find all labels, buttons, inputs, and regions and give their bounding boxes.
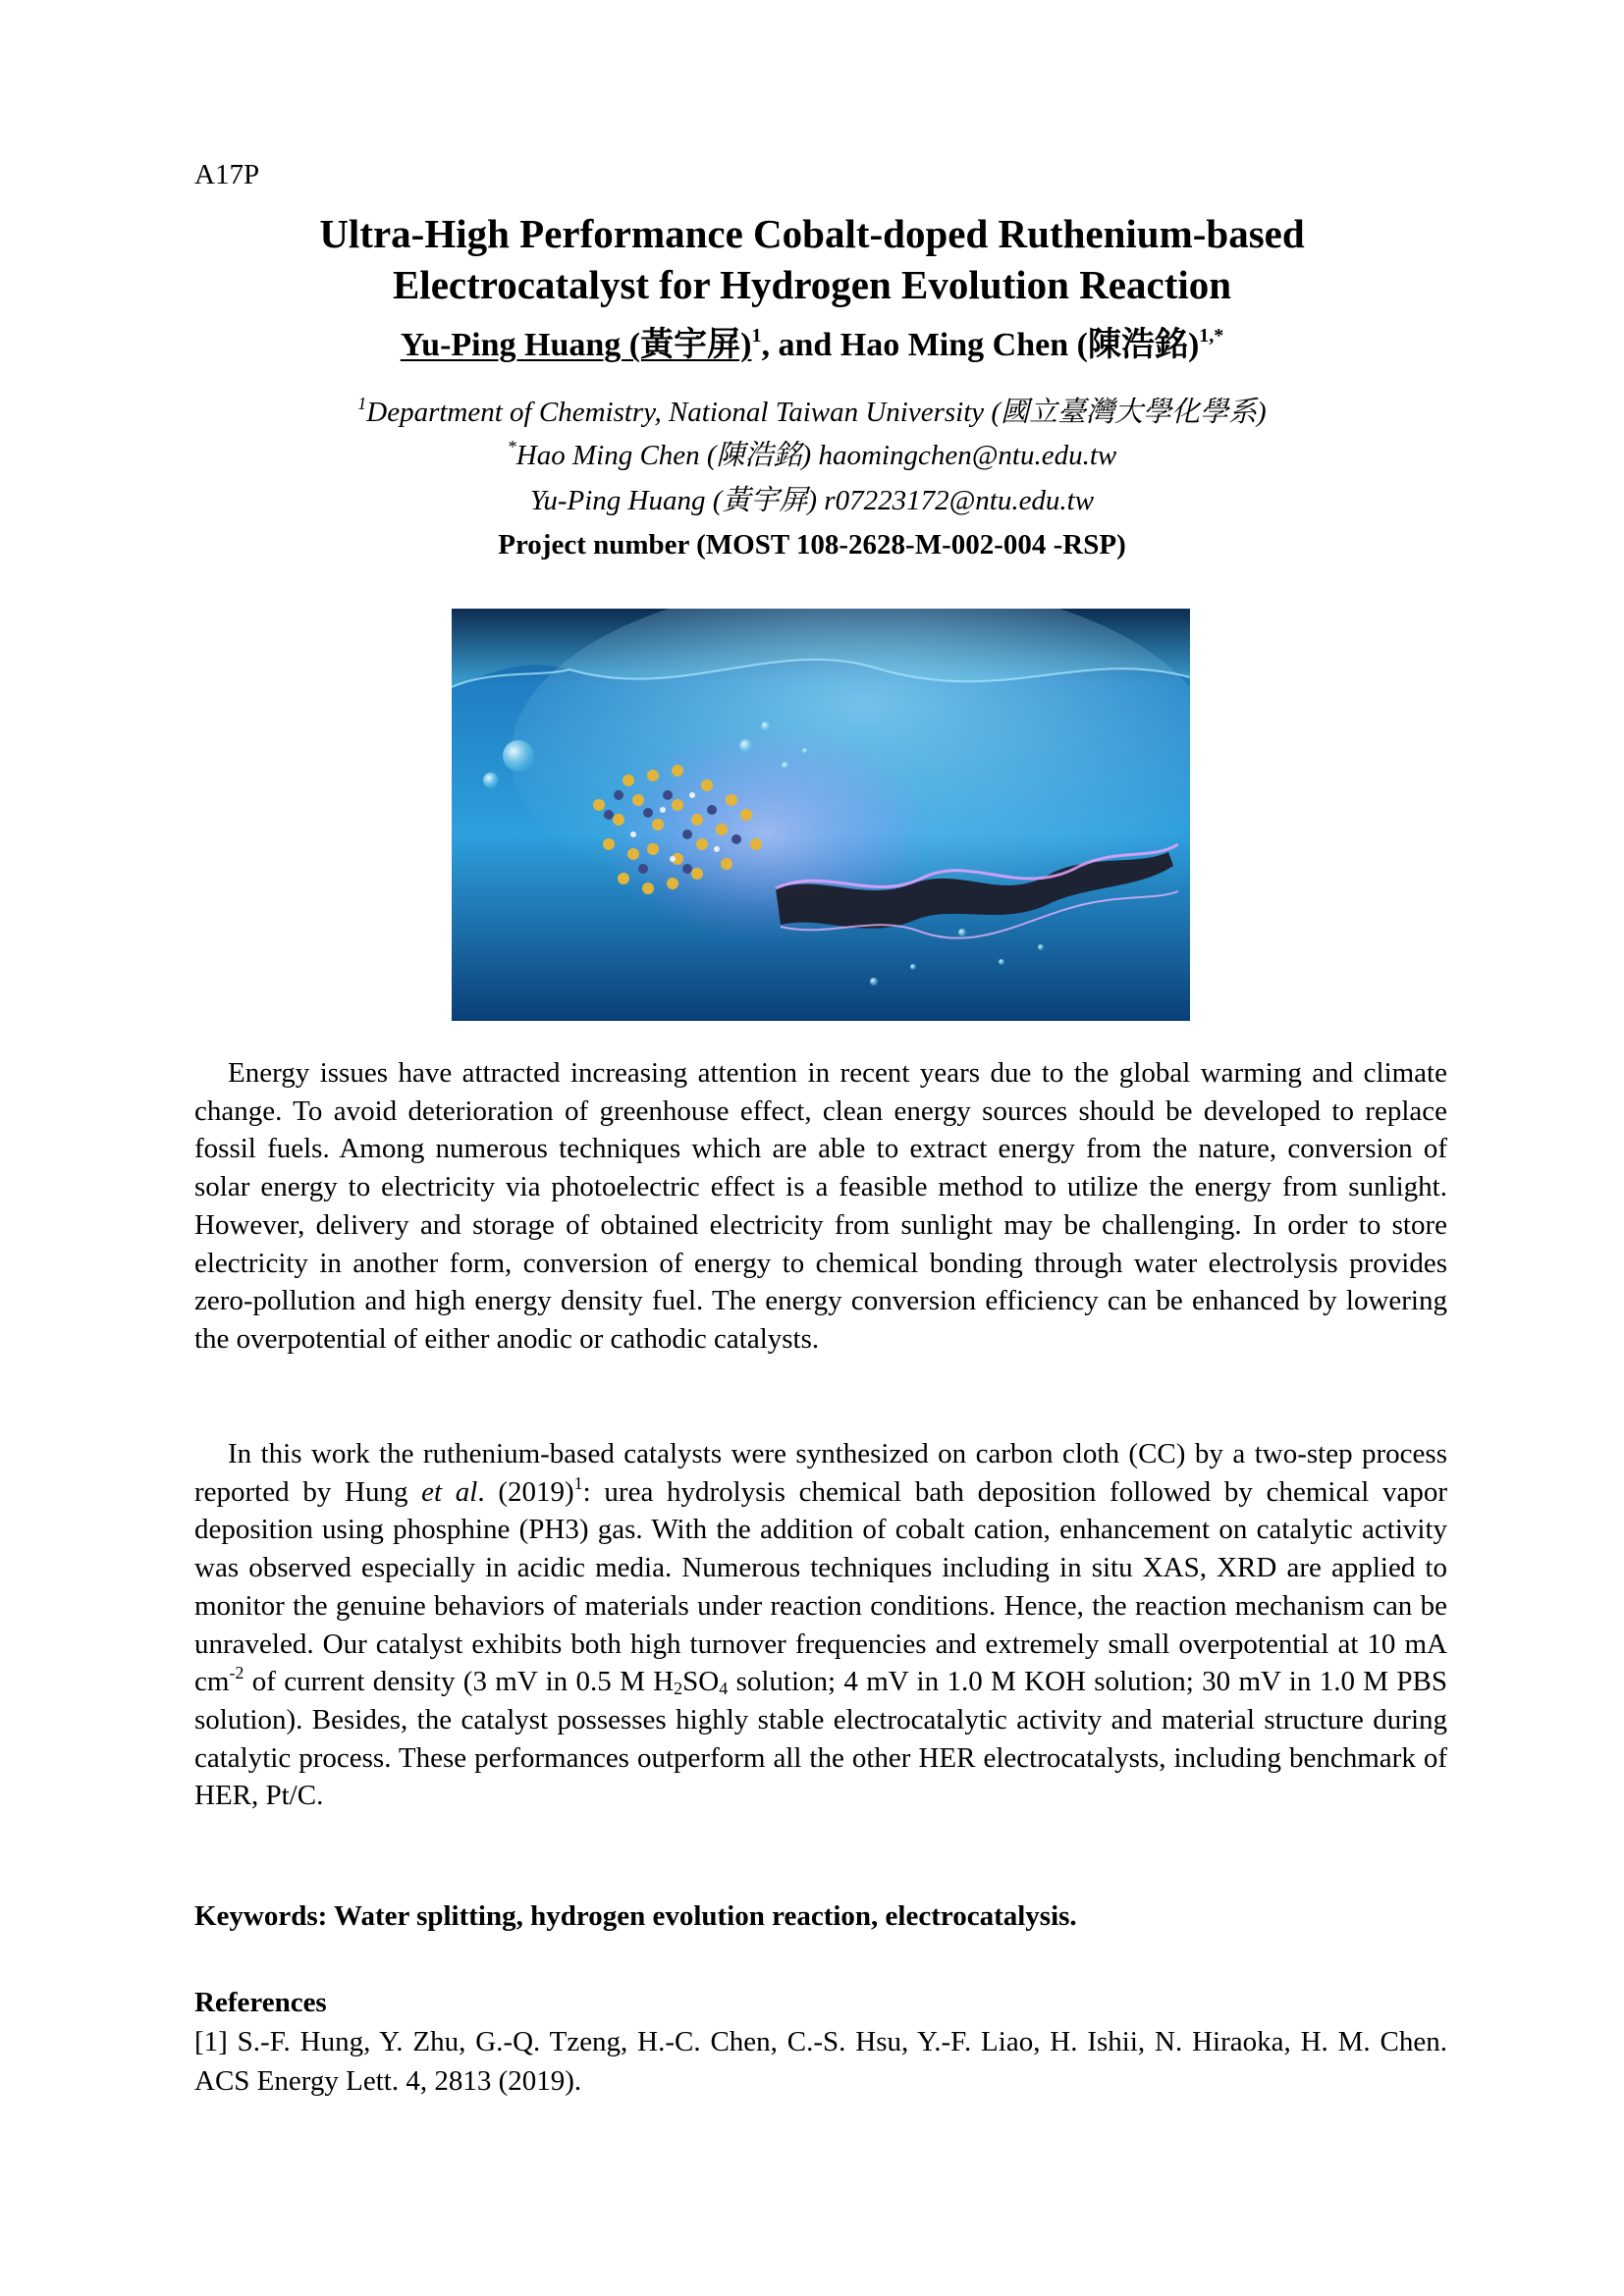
page-code: A17P xyxy=(194,159,260,190)
author-2-affiliation-mark: 1,* xyxy=(1199,325,1224,347)
p2-text-2: . (2019) xyxy=(477,1475,574,1508)
author-list xyxy=(147,324,1477,367)
unit-exponent: -2 xyxy=(229,1663,244,1683)
keywords: Keywords: Water splitting, hydrogen evolution reaction, electrocatalysis. xyxy=(194,1900,1077,1932)
p2-italic: et al xyxy=(421,1475,478,1508)
author-joiner: , and xyxy=(761,327,840,363)
author-1: Yu-Ping Huang (黃宇屏) xyxy=(400,327,752,363)
citation-mark: 1 xyxy=(573,1472,583,1493)
abstract-paragraph-1-text: Energy issues have attracted increasing attention in recent years due to the global warming and climate change. To avoid deterioration of greenhouse effect, clean energy sources should be developed to replace fossil fuels. Among numerous techniques which are able to extract energy from the nature, conversion of solar energy to electricity via photoelectric effect is a feasible method to utilize the energy from sunlight. However, delivery and storage of obtained electricity from sunlight may be challenging. In order to store electricity in another form, conversion of energy to chemical bonding through water electrolysis provides zero-pollution and high energy density fuel. The energy conversion efficiency can be enhanced by lowering the overpotential of either anodic or cathodic catalysts. xyxy=(194,1057,1447,1355)
abstract-paragraph-2 xyxy=(194,1435,1447,1815)
title-line-1: Ultra-High Performance Cobalt-doped Ruthenium-based xyxy=(319,211,1305,256)
author-2: Hao Ming Chen (陳浩銘) xyxy=(839,327,1200,363)
formula-subscript-2: 4 xyxy=(719,1679,729,1699)
abstract-paragraph-2-text xyxy=(194,1435,1447,1815)
toc-graphic-underwater-catalyst xyxy=(452,609,1190,1021)
title-line-2: Electrocatalyst for Hydrogen Evolution Reaction xyxy=(392,262,1232,307)
p2-text-4: of current density (3 mV in 0.5 M H xyxy=(244,1666,675,1698)
p2-text-5: SO xyxy=(682,1666,720,1698)
corresponding-author-contact xyxy=(147,436,1477,475)
corresponding-mark: * xyxy=(507,437,516,456)
p2-text-6: solution; 4 mV in 1.0 M KOH solution; 30 mV in 1.0 M PBS solution). Besides, the catalyst possesses highly stable electrocatalytic activity and material structure during catalytic process. These performances outperform all the other HER electrocatalysts, including benchmark of HER, Pt/C. xyxy=(194,1666,1447,1812)
p2-text-3: : urea hydrolysis chemical bath deposition followed by chemical vapor deposition using phosphine (PH3) gas. With the addition of cobalt cation, enhancement on catalytic activity was observed especially in acidic media. Numerous techniques including in situ XAS, XRD are applied to monitor the genuine behaviors of materials under reaction conditions. Hence, the reaction mechanism can be unraveled. Our catalyst exhibits both high turnover frequencies and extremely small overpotential at 10 mA cm xyxy=(194,1475,1447,1698)
affiliation-text: Department of Chemistry, National Taiwan University (國立臺灣大學化學系) xyxy=(366,397,1267,428)
first-author-contact: Yu-Ping Huang (黃宇屏) r07223172@ntu.edu.tw xyxy=(529,485,1095,516)
affiliation-mark: 1 xyxy=(357,394,367,413)
corresponding-contact-text: Hao Ming Chen (陳浩銘) haomingchen@ntu.edu.tw xyxy=(515,440,1117,471)
project-number: Project number (MOST 108-2628-M-002-004 -RSP) xyxy=(498,529,1126,561)
abstract-paragraph-1 xyxy=(194,1054,1447,1359)
author-1-affiliation-mark: 1 xyxy=(751,325,762,347)
affiliation-department xyxy=(147,393,1477,432)
formula-subscript-1: 2 xyxy=(674,1679,683,1699)
references-heading: References xyxy=(194,1987,327,2018)
p2-text-1: In this work the ruthenium-based catalysts were synthesized on carbon cloth (CC) by a two-step process reported by Hung xyxy=(194,1438,1447,1508)
reference-item: [1] S.-F. Hung, Y. Zhu, G.-Q. Tzeng, H.-C. Chen, C.-S. Hsu, Y.-F. Liao, H. Ishii, N. Hiraoka, H. M. Chen. ACS Energy Lett. 4, 2813 (2019). xyxy=(194,2026,1447,2097)
paper-title xyxy=(147,208,1477,310)
